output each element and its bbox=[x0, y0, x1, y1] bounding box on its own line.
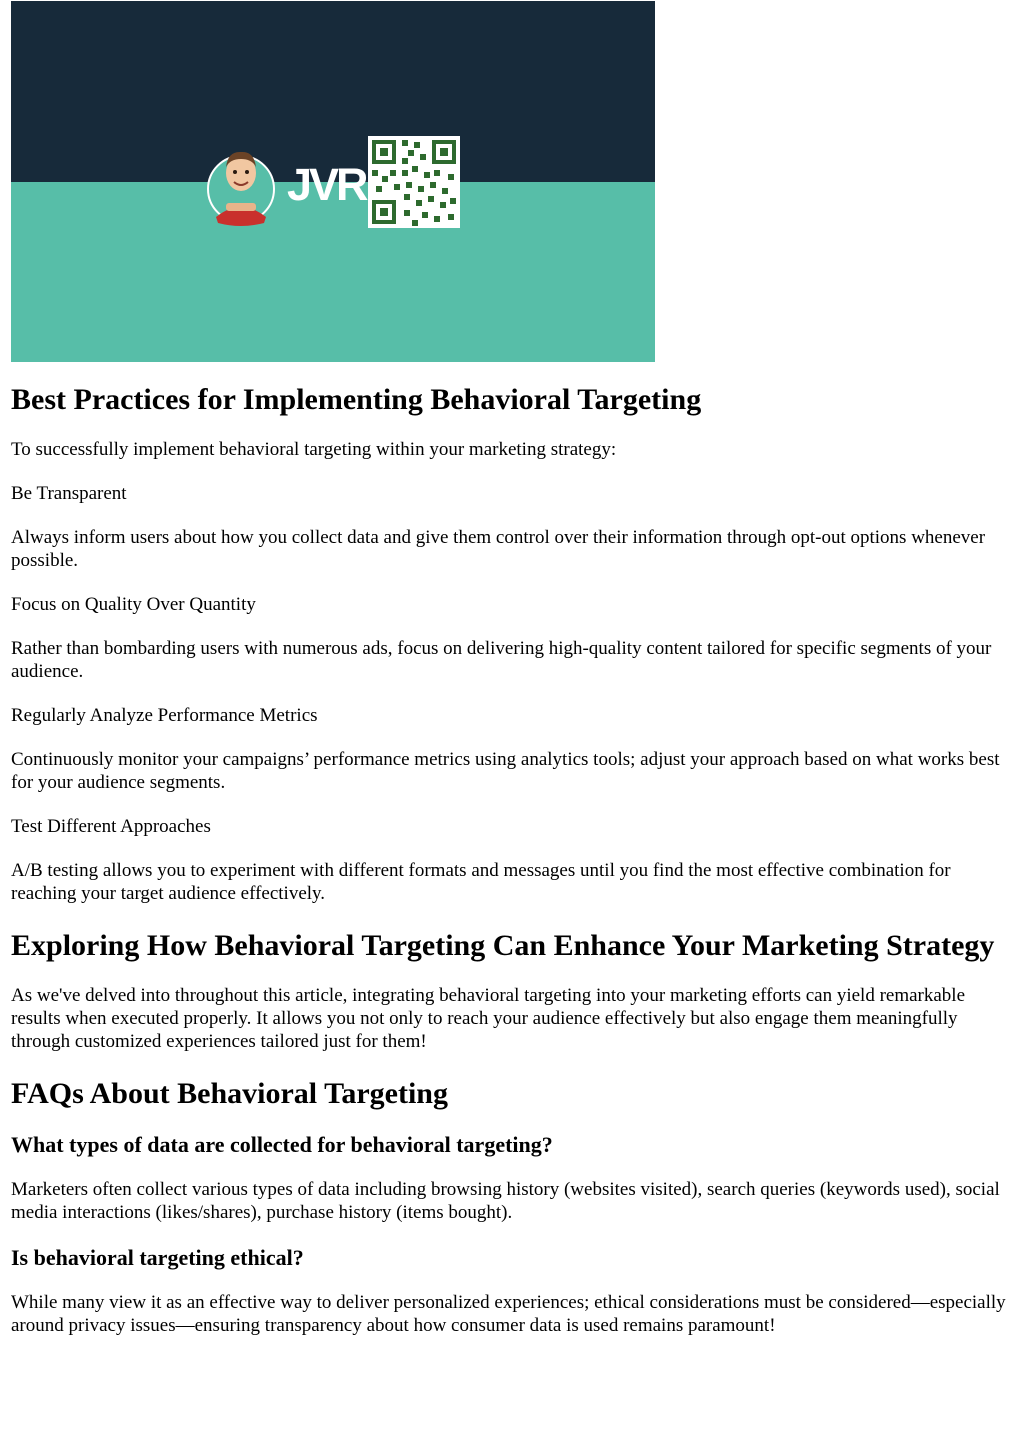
faq-answer: While many view it as an effective way to deliver personalized experiences; ethical considerations must be considered—especially around privacy issues—ensuring transparency about how consumer data is used remains paramount! bbox=[11, 1292, 1006, 1336]
section-heading-exploring: Exploring How Behavioral Targeting Can Enhance Your Marketing Strategy bbox=[11, 929, 995, 962]
practice-text: Rather than bombarding users with numerous ads, focus on delivering high-quality content tailored for specific segments of your audience. bbox=[11, 638, 992, 682]
practice-title: Regularly Analyze Performance Metrics bbox=[11, 705, 318, 726]
practice-title: Test Different Approaches bbox=[11, 816, 211, 837]
practice-title: Be Transparent bbox=[11, 483, 127, 504]
faq-question: What types of data are collected for behavioral targeting? bbox=[11, 1132, 553, 1157]
qr-code-icon bbox=[368, 136, 460, 228]
hero-banner bbox=[11, 1, 655, 362]
section-heading-faqs: FAQs About Behavioral Targeting bbox=[11, 1077, 448, 1110]
jvr-logo: JVR bbox=[287, 159, 366, 210]
practice-text: A/B testing allows you to experiment with different formats and messages until you find the most effective combination for reaching your target audience effectively. bbox=[11, 860, 951, 904]
article-content bbox=[11, 382, 1014, 1358]
faq-answer: Marketers often collect various types of data including browsing history (websites visited), search queries (keywords used), social media interactions (likes/shares), purchase history (items bought). bbox=[11, 1179, 1000, 1223]
section-heading-best-practices: Best Practices for Implementing Behavioral Targeting bbox=[11, 383, 702, 416]
faq-question: Is behavioral targeting ethical? bbox=[11, 1245, 304, 1270]
practice-text: Always inform users about how you collect data and give them control over their information through opt-out options whenever possible. bbox=[11, 527, 986, 571]
banner-top-band bbox=[11, 1, 655, 182]
mascot-avatar-icon bbox=[206, 137, 276, 227]
practice-title: Focus on Quality Over Quantity bbox=[11, 594, 256, 615]
intro-paragraph: To successfully implement behavioral targeting within your marketing strategy: bbox=[11, 439, 617, 460]
practice-text: Continuously monitor your campaigns’ performance metrics using analytics tools; adjust your approach based on what works best for your audience segments. bbox=[11, 749, 1000, 793]
exploring-paragraph: As we've delved into throughout this article, integrating behavioral targeting into your marketing efforts can yield remarkable results when executed properly. It allows you not only to reach your audience effectively but also engage them meaningfully through customized experiences tailored just for them! bbox=[11, 985, 966, 1052]
